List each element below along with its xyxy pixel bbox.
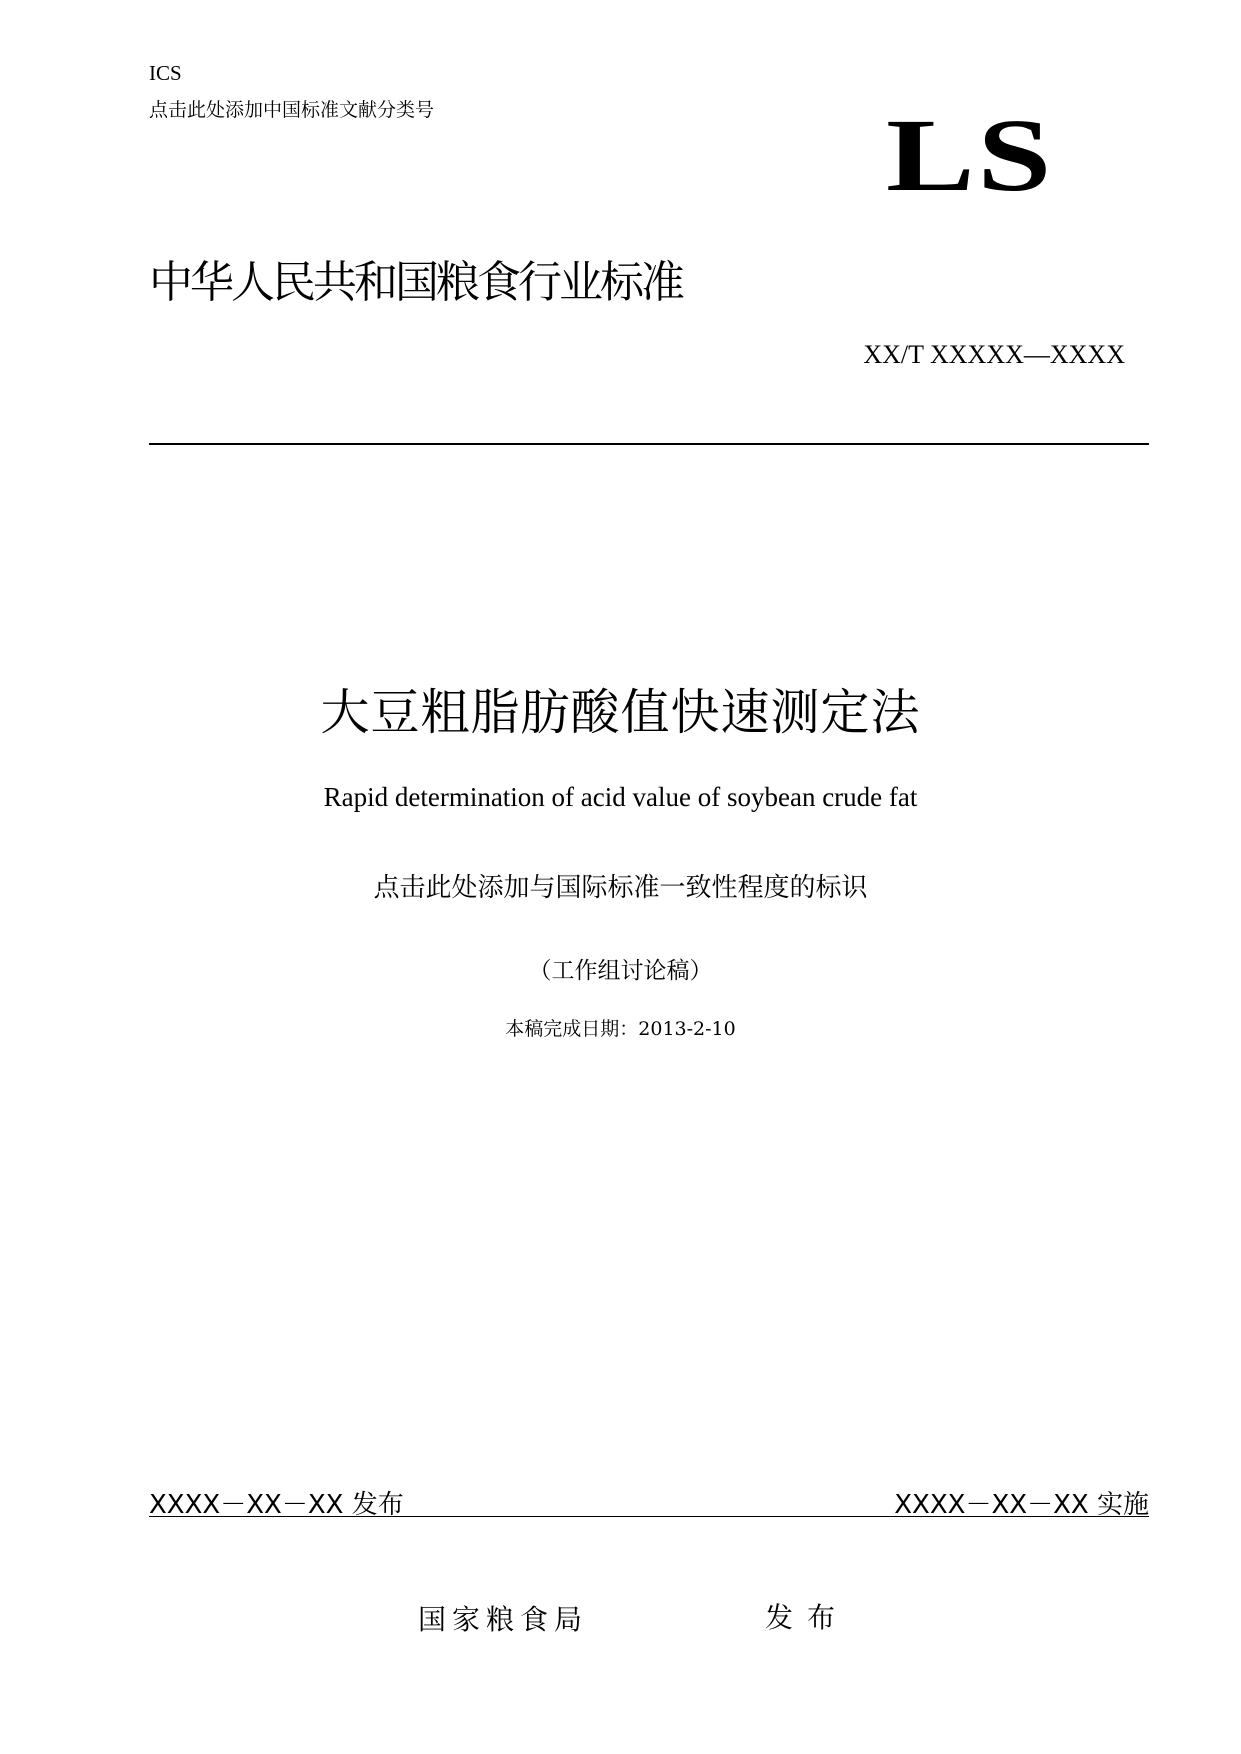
header-divider — [149, 443, 1149, 445]
draft-stage-label: （工作组讨论稿） — [528, 958, 713, 984]
standard-number: XX/T XXXXX—XXXX — [863, 340, 1125, 369]
issuing-authority: 国家粮食局 — [418, 1603, 589, 1636]
footer-divider — [149, 1516, 1149, 1517]
implementation-date: XXXX－XX－XX 实施 — [894, 1490, 1149, 1520]
document-title-zh: 大豆粗脂肪酸值快速测定法 — [320, 684, 921, 741]
conformity-degree-placeholder[interactable]: 点击此处添加与国际标准一致性程度的标识 — [373, 873, 868, 903]
release-date: XXXX－XX－XX 发布 — [149, 1490, 404, 1520]
industry-standard-title: 中华人民共和国粮食行业标准 — [149, 257, 682, 308]
ics-label: ICS — [149, 61, 182, 85]
publish-label: 发布 — [765, 1601, 850, 1634]
classification-number-placeholder[interactable]: 点击此处添加中国标准文献分类号 — [149, 99, 435, 121]
document-title-en: Rapid determination of acid value of soybean crude fat — [323, 782, 918, 812]
ls-logo: LS — [886, 98, 1054, 213]
draft-completion-date: 本稿完成日期：2013-2-10 — [505, 1018, 736, 1040]
